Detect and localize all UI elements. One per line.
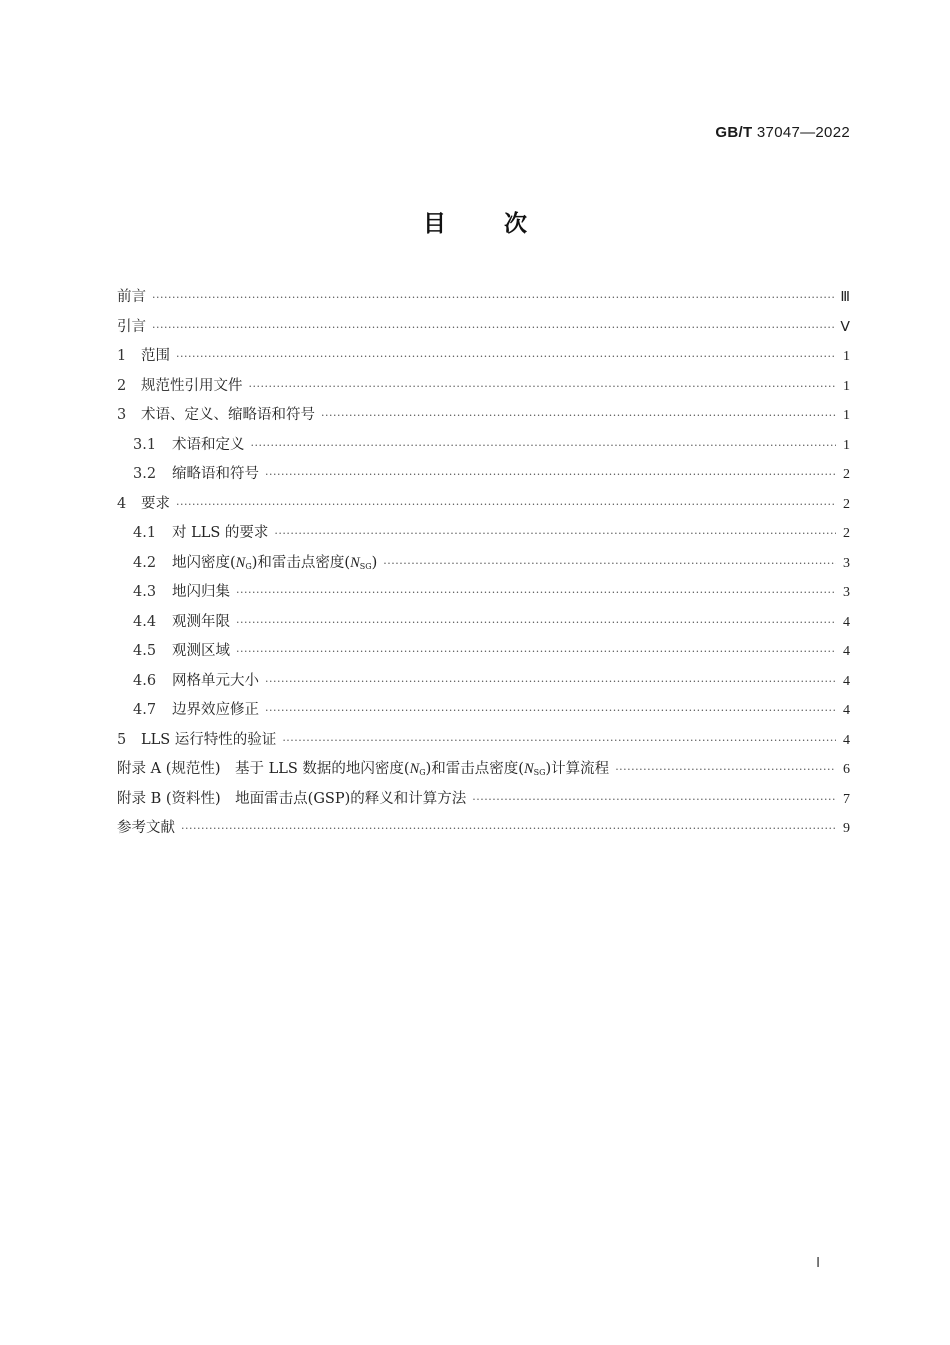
toc-entry-text: 地闪归集 — [172, 584, 230, 600]
toc-entry-page: 2 — [843, 526, 850, 541]
toc-leader — [265, 667, 836, 697]
toc-entry-page: 4 — [843, 673, 850, 689]
toc-entry-number: 4.6 — [133, 672, 157, 689]
page-number: Ⅰ — [816, 1256, 821, 1271]
toc-entry-abbreviations[interactable] — [117, 460, 850, 490]
toc-leader — [282, 726, 836, 756]
toc-entry-number: 4.2 — [133, 554, 157, 571]
toc-leader — [265, 696, 836, 726]
toc-entry-flash-density[interactable] — [117, 549, 850, 579]
toc-entry-number: 4.3 — [133, 584, 157, 600]
toc-entry-page: 1 — [843, 408, 850, 423]
toc-entry-number: 4.7 — [133, 702, 157, 718]
toc-entry-number: 3 — [117, 407, 127, 423]
toc-leader — [274, 519, 836, 549]
toc-entry-lls-verification[interactable] — [117, 726, 850, 756]
toc-entry-text: 缩略语和符号 — [172, 466, 259, 482]
toc-entry-foreword[interactable] — [117, 283, 850, 313]
toc-entry-text: 规范性引用文件 — [141, 377, 243, 394]
toc-entry-annex-a[interactable] — [117, 755, 850, 785]
toc-leader — [176, 342, 836, 372]
toc-entry-observation-area[interactable] — [117, 637, 850, 667]
toc-entry-observation-period[interactable] — [117, 608, 850, 638]
toc-leader — [472, 785, 836, 815]
toc-entry-terms[interactable] — [117, 401, 850, 431]
toc-entry-text: 引言 — [117, 318, 146, 335]
toc-entry-text: 要求 — [141, 495, 170, 512]
toc-leader — [321, 401, 836, 431]
toc-entry-text: LLS 运行特性的验证 — [141, 731, 277, 748]
toc-entry-page: Ⅴ — [840, 319, 850, 335]
toc-entry-text: 术语、定义、缩略语和符号 — [141, 407, 315, 423]
toc-entry-annex-b[interactable] — [117, 785, 850, 815]
toc-entry-page: Ⅲ — [840, 290, 850, 305]
toc-entry-text: 对 LLS 的要求 — [172, 525, 269, 541]
toc-entry-normative-references[interactable] — [117, 372, 850, 402]
toc-entry-scope[interactable] — [117, 342, 850, 372]
toc-entry-number: 4.4 — [133, 613, 157, 630]
toc-leader — [615, 755, 836, 785]
toc-entry-text: 观测区域 — [172, 643, 230, 659]
toc-entry-text: 观测年限 — [172, 613, 230, 630]
toc-entry-number: 2 — [117, 377, 127, 394]
toc-entry-page: 4 — [843, 703, 850, 718]
toc-leader — [152, 313, 836, 343]
toc-entry-page: 1 — [843, 378, 850, 394]
toc-entry-page: 4 — [843, 644, 850, 659]
standard-code — [715, 124, 850, 141]
toc-entry-boundary-correction[interactable] — [117, 696, 850, 726]
toc-entry-flash-grouping[interactable] — [117, 578, 850, 608]
toc-leader — [383, 549, 836, 579]
toc-entry-text: 网格单元大小 — [172, 672, 259, 689]
toc-leader — [249, 372, 837, 402]
toc-entry-number: 4 — [117, 495, 127, 512]
toc-entry-page: 7 — [843, 791, 850, 807]
toc-entry-page: 2 — [843, 467, 850, 482]
toc-entry-page: 3 — [843, 585, 850, 600]
toc-entry-page: 6 — [843, 762, 850, 777]
toc-entry-page: 4 — [843, 614, 850, 630]
toc-entry-text: 边界效应修正 — [172, 702, 259, 718]
toc-leader — [181, 814, 836, 844]
table-of-contents — [117, 283, 850, 844]
toc-entry-page: 9 — [843, 821, 850, 836]
toc-leader — [265, 460, 836, 490]
toc-entry-page: 3 — [843, 555, 850, 571]
toc-entry-text: 参考文献 — [117, 820, 175, 836]
toc-leader — [251, 431, 837, 461]
toc-entry-text: 附录 B (资料性) 地面雷击点(GSP)的释义和计算方法 — [117, 790, 467, 807]
toc-entry-text: 前言 — [117, 289, 146, 305]
toc-leader — [176, 490, 836, 520]
toc-entry-text: 范围 — [141, 348, 170, 364]
toc-entry-number: 3.1 — [133, 436, 157, 453]
toc-entry-text: 术语和定义 — [172, 436, 245, 453]
toc-entry-number: 3.2 — [133, 466, 157, 482]
toc-entry-introduction[interactable] — [117, 313, 850, 343]
toc-entry-number: 4.5 — [133, 643, 157, 659]
toc-entry-number: 1 — [117, 348, 127, 364]
toc-entry-requirements[interactable] — [117, 490, 850, 520]
standard-number: 37047—2022 — [756, 124, 850, 141]
toc-leader — [236, 608, 836, 638]
toc-entry-number: 5 — [117, 731, 127, 748]
toc-entry-page: 4 — [843, 732, 850, 748]
toc-entry-bibliography[interactable] — [117, 814, 850, 844]
standard-prefix: GB/T — [715, 124, 753, 141]
toc-leader — [236, 578, 836, 608]
toc-entry-number: 4.1 — [133, 525, 157, 541]
toc-entry-lls-requirements[interactable] — [117, 519, 850, 549]
toc-entry-grid-cell-size[interactable] — [117, 667, 850, 697]
toc-leader — [152, 283, 836, 313]
toc-entry-page: 1 — [843, 437, 850, 453]
toc-entry-text: 附录 A (规范性) 基于 LLS 数据的地闪密度$(N_G)$和雷击点密度$(N_{SG})$计算流程 — [117, 761, 610, 777]
page-title: 目次 — [423, 211, 585, 237]
toc-leader — [236, 637, 836, 667]
toc-entry-page: 2 — [843, 496, 850, 512]
toc-entry-terms-definitions[interactable] — [117, 431, 850, 461]
toc-entry-text: 地闪密度$(N_G)$和雷击点密度$(N_{SG})$ — [172, 554, 378, 571]
toc-entry-page: 1 — [843, 349, 850, 364]
